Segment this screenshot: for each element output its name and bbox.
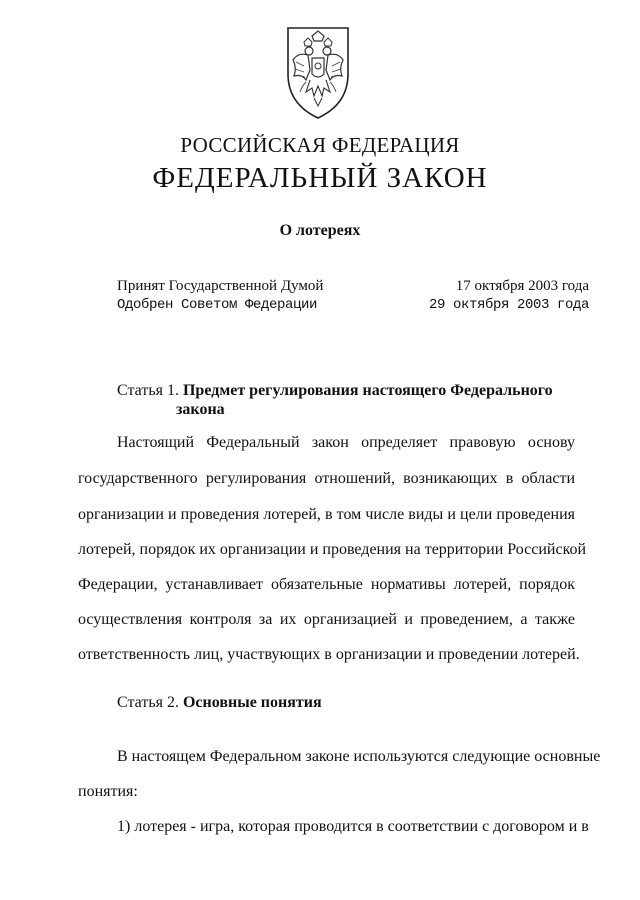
article-1-text-line: лотерей, порядок их организации и проведения на территории Российской [78,541,587,558]
article-1-text-line: осуществления контроля за их организацией и проведением, а также [78,611,575,628]
article-2-heading [117,694,322,712]
article-1-heading [117,382,553,400]
article-2-text-line: понятия: [78,783,138,800]
document-type: ФЕДЕРАЛЬНЫЙ ЗАКОН [152,162,488,194]
approval-row [117,297,589,313]
article-1-title-continued: закона [176,401,225,418]
article-1-title: Предмет регулирования настоящего Федерального [182,382,553,399]
article-2-text-line: 1) лотерея - игра, которая проводится в соответствии с договором и в [117,818,589,835]
article-1-text-line: Федерации, устанавливает обязательные нормативы лотерей, порядок [78,576,575,593]
adoption-row [117,278,589,295]
adopted-by: Принят Государственной Думой [117,278,324,294]
article-2-title: Основные понятия [182,694,322,711]
article-1-text-line: государственного регулирования отношений, возникающих в области [78,470,575,487]
article-2-text-line: В настоящем Федеральном законе используются следующие основные [117,748,601,765]
article-1-text-line: организации и проведения лотерей, в том числе виды и цели проведения [78,506,575,523]
article-1-text-line: Настоящий Федеральный закон определяет правовую основу [117,434,575,451]
country-name: РОССИЙСКАЯ ФЕДЕРАЦИЯ [180,133,460,157]
law-title: О лотереях [279,222,361,239]
adopted-date: 17 октября 2003 года [455,278,589,294]
approved-date: 29 октября 2003 года [428,297,589,313]
article-2-number: Статья 2. [117,694,179,711]
coat-of-arms-icon [276,22,360,122]
article-1-number: Статья 1. [117,382,179,399]
article-1-text-line: ответственность лиц, участвующих в организации и проведении лотерей. [78,646,580,663]
approved-by: Одобрен Советом Федерации [117,297,318,313]
